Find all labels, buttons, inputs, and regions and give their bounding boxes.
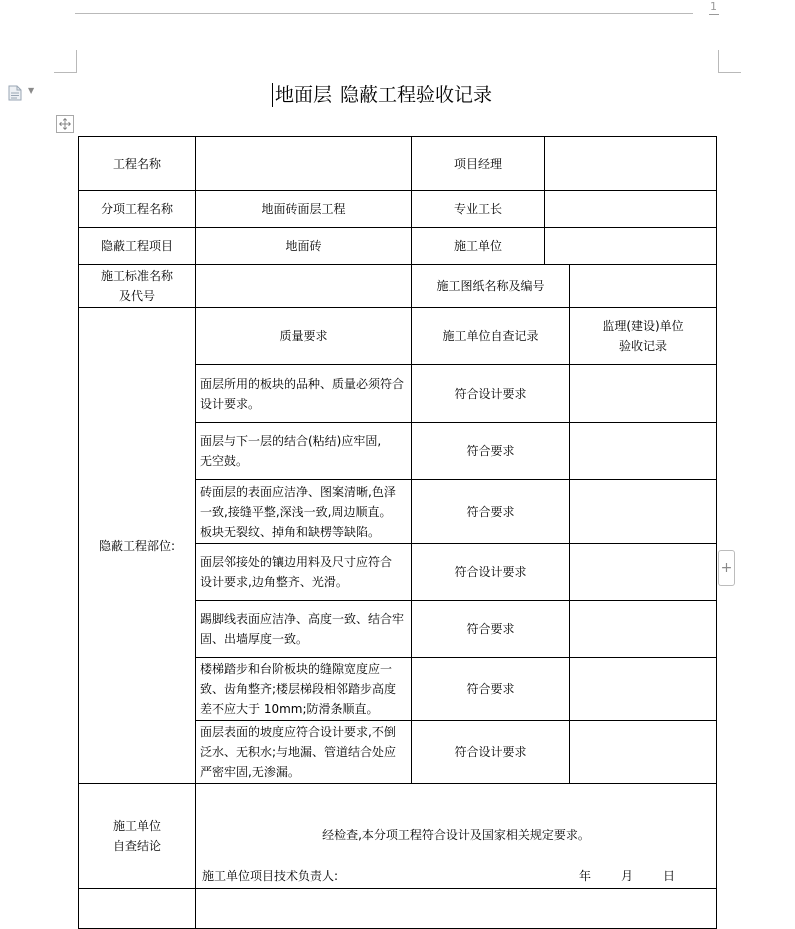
standard-label-line1: 施工标准名称 [100,269,173,283]
supervision-header-line2: 验收记录 [618,339,667,353]
supervision-cell[interactable] [570,601,717,658]
self-check-result[interactable]: 符合设计要求 [412,721,570,784]
project-name-label: 工程名称 [79,137,196,191]
requirement-line: 踢脚线表面应洁净、高度一致、结合牢 [200,612,405,626]
hidden-item-value[interactable]: 地面砖 [196,228,412,265]
self-check-result[interactable]: 符合设计要求 [412,365,570,423]
project-manager-label: 项目经理 [412,137,545,191]
subitem-value[interactable]: 地面砖面层工程 [196,191,412,228]
page-number-underline [709,14,719,15]
requirement-cell[interactable] [196,365,412,423]
requirement-cell[interactable] [196,601,412,658]
requirement-line: 泛水、无积水;与地漏、管道结合处应 [200,745,397,759]
hidden-item-label: 隐蔽工程项目 [79,228,196,265]
next-row-content-cell[interactable] [196,889,717,929]
supervision-cell[interactable] [570,480,717,544]
table-row [79,228,717,265]
supervision-header [570,308,717,365]
requirement-line: 楼梯踏步和台阶板块的缝隙宽度应一 [200,662,393,676]
inspection-record-table [78,136,717,929]
hidden-part-label: 隐蔽工程部位: [79,308,196,784]
subitem-label: 分项工程名称 [79,191,196,228]
requirement-line: 固、出墙厚度一致。 [200,632,309,646]
month-label: 月 [621,869,634,883]
foreman-label: 专业工长 [412,191,545,228]
conclusion-label [79,784,196,889]
conclusion-label-line1: 施工单位 [112,819,161,833]
document-icon[interactable] [8,85,22,101]
table-row [79,265,717,308]
requirement-line: 严密牢固,无渗漏。 [200,765,300,779]
text-cursor [272,83,273,107]
signer-label: 施工单位项目技术负责人: [202,869,339,883]
move-icon[interactable] [56,115,74,133]
day-label: 日 [663,869,676,883]
margin-corner-top-right [718,50,741,73]
self-check-result[interactable]: 符合要求 [412,480,570,544]
title-part1: 地面层 [275,84,333,106]
requirement-cell[interactable] [196,423,412,480]
self-check-result[interactable]: 符合设计要求 [412,544,570,601]
requirement-line: 致、齿角整齐;楼层梯段相邻踏步高度 [200,682,397,696]
self-check-result[interactable]: 符合要求 [412,658,570,721]
requirement-line: 板块无裂纹、掉角和缺楞等缺陷。 [200,524,381,539]
requirement-cell[interactable] [196,658,412,721]
drawing-label: 施工图纸名称及编号 [412,265,570,308]
standard-label-line2: 及代号 [118,289,155,303]
table-row [79,308,717,365]
requirement-line: 面层所用的板块的品种、质量必须符合 [200,376,405,391]
table-row [79,784,717,889]
plus-icon: + [720,560,733,576]
requirement-cell[interactable] [196,480,412,544]
drawing-cell[interactable] [570,265,717,308]
supervision-cell[interactable] [570,721,717,784]
add-column-button[interactable] [718,550,735,586]
conclusion-text: 经检查,本分项工程符合设计及国家相关规定要求。 [322,828,590,842]
next-row-label-cell[interactable] [79,889,196,929]
standard-label [79,265,196,308]
requirement-cell[interactable] [196,544,412,601]
project-manager-cell[interactable] [545,137,717,191]
contractor-cell[interactable] [545,228,717,265]
supervision-cell[interactable] [570,544,717,601]
supervision-cell[interactable] [570,423,717,480]
supervision-cell[interactable] [570,658,717,721]
requirement-line: 设计要求,边角整齐、光滑。 [200,575,348,589]
requirement-line: 一致,接缝平整,深浅一致,周边顺直。 [200,504,392,519]
table-row [79,191,717,228]
project-name-cell[interactable] [196,137,412,191]
requirement-line: 设计要求。 [200,396,261,411]
supervision-cell[interactable] [570,365,717,423]
year-label: 年 [579,869,592,883]
conclusion-cell[interactable] [196,784,717,889]
foreman-cell[interactable] [545,191,717,228]
requirement-line: 面层邻接处的镶边用料及尺寸应符合 [200,555,393,569]
requirement-line: 面层表面的坡度应符合设计要求,不倒 [200,725,396,739]
requirement-line: 砖面层的表面应洁净、图案清晰,色泽 [200,484,396,499]
self-check-result[interactable]: 符合要求 [412,601,570,658]
quality-header: 质量要求 [196,308,412,365]
supervision-header-line1: 监理(建设)单位 [602,319,684,333]
page-number: 1 [710,0,717,13]
table-row [79,889,717,929]
requirement-line: 面层与下一层的结合(粘结)应牢固, [200,434,382,448]
margin-corner-top-left [54,50,77,73]
standard-cell[interactable] [196,265,412,308]
header-margin-line [75,13,693,14]
self-check-header: 施工单位自查记录 [412,308,570,365]
conclusion-label-line2: 自查结论 [112,839,161,853]
table-row [79,137,717,191]
requirement-line: 无空鼓。 [200,454,249,468]
self-check-result[interactable]: 符合要求 [412,423,570,480]
requirement-cell[interactable] [196,721,412,784]
chevron-down-icon[interactable]: ▼ [28,86,35,95]
requirement-line: 差不应大于 10mm;防滑条顺直。 [200,702,379,716]
contractor-label: 施工单位 [412,228,545,265]
title-part2: 隐蔽工程验收记录 [340,84,493,106]
